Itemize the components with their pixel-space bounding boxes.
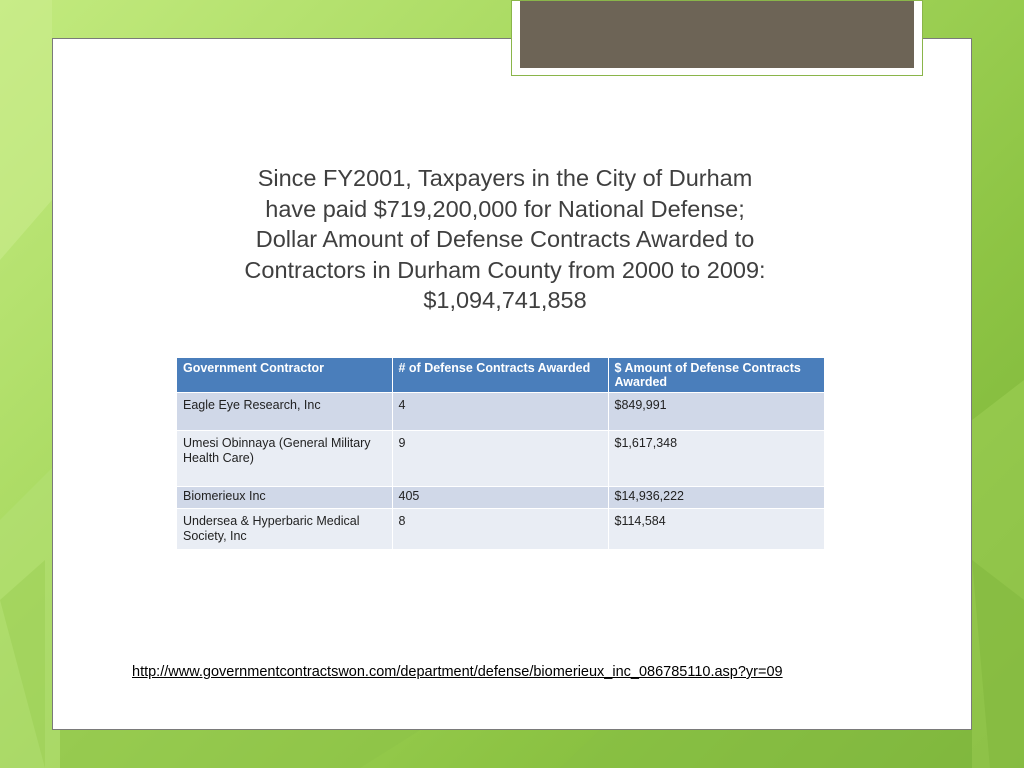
header-contract-amount: $ Amount of Defense Contracts Awarded: [608, 358, 824, 393]
cell-amount: $1,617,348: [608, 431, 824, 487]
header-contractor: Government Contractor: [177, 358, 392, 393]
contracts-table: [177, 358, 825, 549]
cell-count: 405: [392, 487, 608, 509]
cell-contractor: Eagle Eye Research, Inc: [177, 393, 392, 431]
slide-headline: Since FY2001, Taxpayers in the City of Durham have paid $719,200,000 for National Defense; Dollar Amount of Defense Contracts Awarded to Contractors in Durham County from 2000 to 2009: $1,094,741,858: [244, 165, 766, 313]
cell-count: 9: [392, 431, 608, 487]
cell-count: 8: [392, 509, 608, 550]
table-header-row: [177, 358, 824, 393]
cell-amount: $849,991: [608, 393, 824, 431]
cell-contractor: Undersea & Hyperbaric Medical Society, Inc: [177, 509, 392, 550]
title-placeholder-tab: [511, 0, 923, 76]
title-placeholder-fill: [520, 1, 914, 68]
cell-amount: $114,584: [608, 509, 824, 550]
cell-contractor: Biomerieux Inc: [177, 487, 392, 509]
table-row: [177, 393, 824, 431]
table-row: [177, 431, 824, 487]
cell-count: 4: [392, 393, 608, 431]
table-row: [177, 487, 824, 509]
source-link[interactable]: http://www.governmentcontractswon.com/department/defense/biomerieux_inc_086785110.asp?yr=09: [132, 664, 783, 680]
cell-amount: $14,936,222: [608, 487, 824, 509]
header-contract-count: # of Defense Contracts Awarded: [392, 358, 608, 393]
table-row: [177, 509, 824, 550]
cell-contractor: Umesi Obinnaya (General Military Health Care): [177, 431, 392, 487]
